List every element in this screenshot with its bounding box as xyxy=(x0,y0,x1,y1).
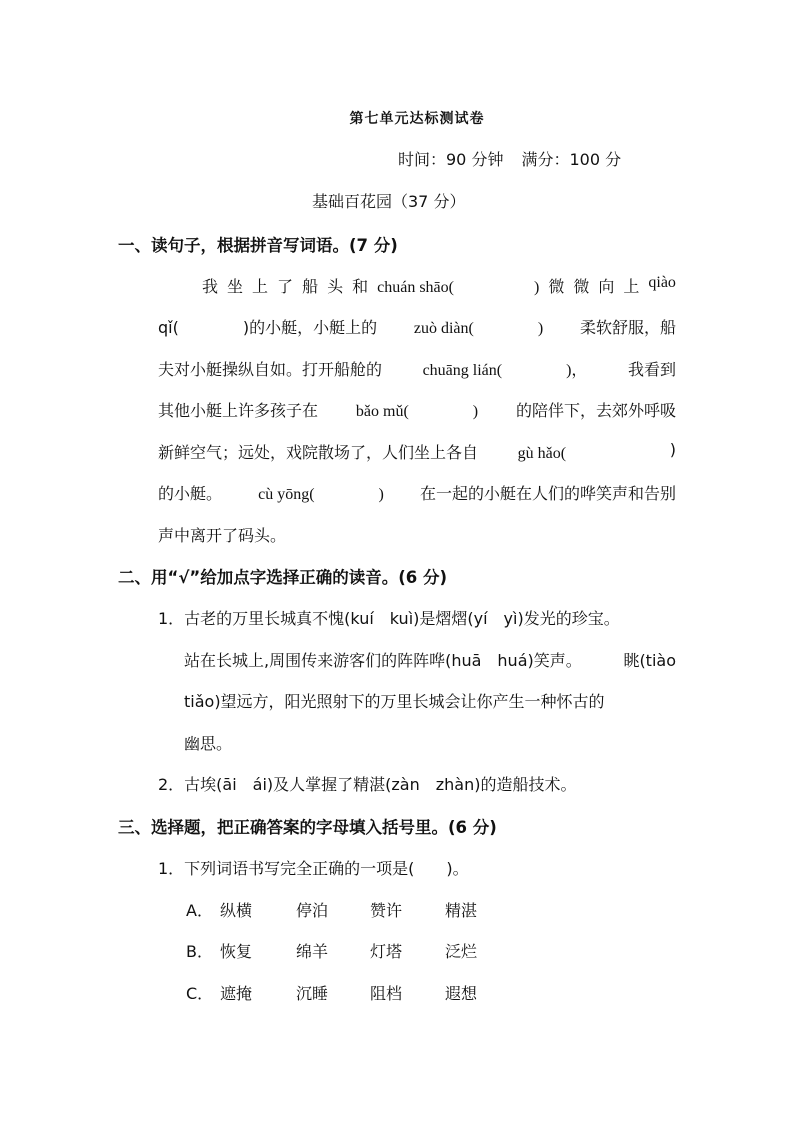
option-letter: B． xyxy=(186,942,213,961)
option-word: 停泊 xyxy=(296,901,329,920)
q1-line-5: 新鲜空气；远处，戏院散场了，人们坐上各自 gù hǎo( ) xyxy=(158,440,676,462)
option-word: 灯塔 xyxy=(370,942,403,961)
pinyin-chuan-shao[interactable]: chuán shāo( ) xyxy=(377,279,540,296)
option-word: 纵横 xyxy=(220,901,253,920)
time-limit: 时间：90 分钟 xyxy=(398,150,504,169)
q1-line-2: qǐ( )的小艇，小艇上的 zuò diàn( ) 柔软舒服，船 xyxy=(158,315,676,338)
q2-item-1-line-3[interactable]: tiǎo)望远方，阳光照射下的万里长城会让你产生一种怀古的 xyxy=(184,692,605,711)
option-word: 绵羊 xyxy=(296,942,329,961)
part-title: 基础百花园（37 分） xyxy=(312,192,466,211)
option-word: 沉睡 xyxy=(296,984,329,1003)
option-word: 赞许 xyxy=(370,901,403,920)
pinyin-gu-hao[interactable]: gù hǎo( xyxy=(517,445,631,462)
q1-line-6: 的小艇。 cù yōng( ) 在一起的小艇在人们的哗笑声和告别 xyxy=(158,481,676,504)
section-1-heading: 一、读句子，根据拼音写词语。(7 分) xyxy=(118,236,398,255)
pinyin-chuang-lian[interactable]: chuāng lián( )， xyxy=(422,362,588,379)
option-word: 精湛 xyxy=(445,901,478,920)
q2-item-1-line-4: 幽思。 xyxy=(184,734,233,753)
full-score: 满分：100 分 xyxy=(521,150,622,169)
q1-line-7: 声中离开了码头。 xyxy=(158,526,287,545)
option-word: 恢复 xyxy=(220,942,253,961)
pinyin-zuo-dian[interactable]: zuò diàn( ) xyxy=(413,320,544,337)
q1-line-3: 夫对小艇操纵自如。打开船舱的 chuāng lián( )， 我看到 xyxy=(158,357,676,380)
option-word: 阻档 xyxy=(370,984,403,1003)
section-3-heading: 三、选择题，把正确答案的字母填入括号里。(6 分) xyxy=(118,818,497,837)
q3-question-1[interactable]: 1．下列词语书写完全正确的一项是( )。 xyxy=(158,859,469,878)
option-word: 遐想 xyxy=(445,984,478,1003)
q2-item-1-line-2[interactable]: 站在长城上,周围传来游客们的阵阵哗(huā huá)笑声。 眺(tiào xyxy=(184,651,676,670)
exam-meta xyxy=(398,147,621,170)
page-title: 第七单元达标测试卷 xyxy=(349,111,485,127)
option-word: 遮掩 xyxy=(220,984,253,1003)
option-letter: C． xyxy=(186,984,214,1003)
q2-item-1-line-1[interactable]: 1．古老的万里长城真不愧(kuí kuì)是熠熠(yí yì)发光的珍宝。 xyxy=(158,609,620,628)
q1-line-4: 其他小艇上许多孩子在 bǎo mǔ( ) 的陪伴下，去郊外呼吸 xyxy=(158,398,676,421)
pinyin-bao-mu[interactable]: bǎo mǔ( ) xyxy=(355,403,479,420)
q1-line-1: 我 坐 上 了 船 头 和 chuán shāo( ) 微 微 向 上 qiào xyxy=(202,274,676,296)
section-2-heading: 二、用“√”给加点字选择正确的读音。(6 分) xyxy=(118,568,448,587)
option-word: 泛烂 xyxy=(445,942,478,961)
pinyin-cu-yong[interactable]: cù yōng( ) xyxy=(258,486,384,503)
option-letter: A． xyxy=(186,901,213,920)
q2-item-2[interactable]: 2．古埃(āi ái)及人掌握了精湛(zàn zhàn)的造船技术。 xyxy=(158,775,577,794)
